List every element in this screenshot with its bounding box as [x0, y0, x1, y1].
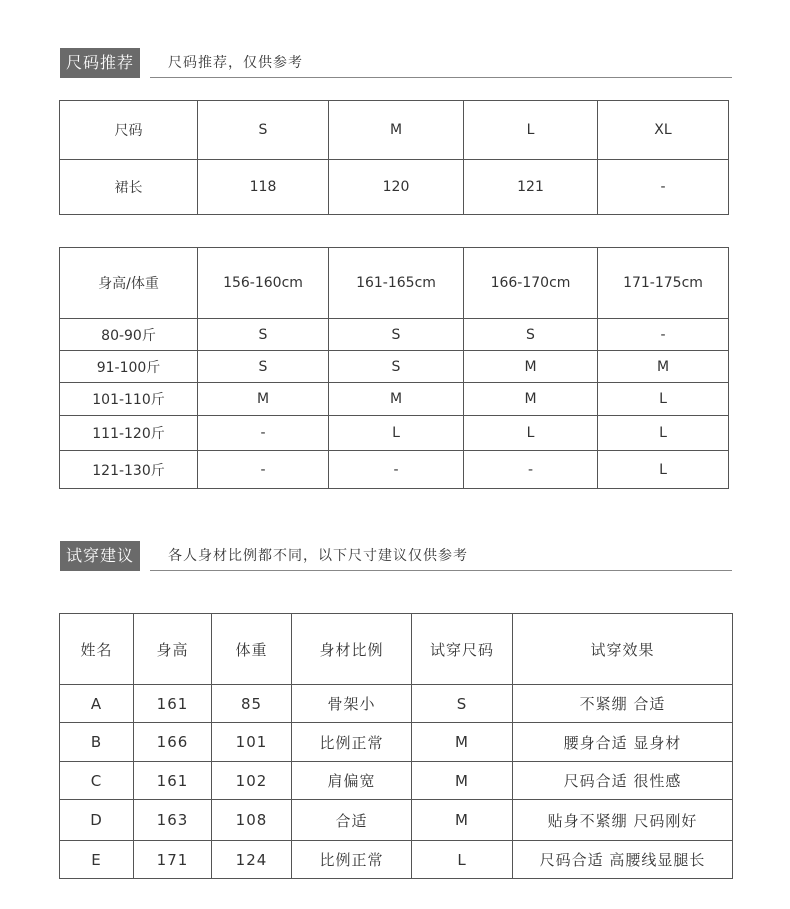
height-weight-table — [59, 247, 729, 489]
table-cell: S — [412, 685, 513, 723]
table-cell: 合适 — [292, 800, 412, 841]
table-header-cell: 171-175cm — [598, 248, 729, 319]
section-divider — [150, 570, 732, 571]
table-cell: - — [598, 319, 729, 351]
table-cell: M — [598, 351, 729, 383]
table-row-label: 裙长 — [60, 160, 198, 215]
table-row-label: 111-120斤 — [60, 416, 198, 451]
table-cell: S — [329, 351, 464, 383]
table-row — [60, 416, 729, 451]
table-cell: S — [198, 319, 329, 351]
table-header-cell: 156-160cm — [198, 248, 329, 319]
section-header-try-on-advice — [60, 541, 732, 571]
table-cell: M — [464, 351, 598, 383]
table-row — [60, 451, 729, 489]
table-cell: M — [464, 383, 598, 416]
table-cell: S — [464, 319, 598, 351]
table-row — [60, 800, 733, 841]
table-cell: 尺码合适 高腰线显腿长 — [513, 841, 733, 879]
section-divider — [150, 77, 732, 78]
table-cell: M — [198, 383, 329, 416]
table-header-cell: S — [198, 101, 329, 160]
table-cell: - — [598, 160, 729, 215]
table-cell: L — [329, 416, 464, 451]
table-row — [60, 762, 733, 800]
table-row — [60, 685, 733, 723]
table-row — [60, 101, 729, 160]
table-cell: 161 — [134, 762, 212, 800]
section-tag: 试穿建议 — [60, 541, 140, 571]
table-cell: - — [198, 416, 329, 451]
table-header-cell: XL — [598, 101, 729, 160]
table-header-cell: L — [464, 101, 598, 160]
table-cell: 163 — [134, 800, 212, 841]
table-cell: 166 — [134, 723, 212, 762]
table-cell: D — [60, 800, 134, 841]
table-row — [60, 319, 729, 351]
table-cell: 85 — [212, 685, 292, 723]
table-cell: 108 — [212, 800, 292, 841]
table-cell: - — [464, 451, 598, 489]
table-cell: 120 — [329, 160, 464, 215]
table-cell: L — [598, 383, 729, 416]
table-row — [60, 351, 729, 383]
table-cell: 腰身合适 显身材 — [513, 723, 733, 762]
table-cell: L — [598, 416, 729, 451]
table-cell: E — [60, 841, 134, 879]
table-row-label: 101-110斤 — [60, 383, 198, 416]
table-cell: M — [329, 383, 464, 416]
table-cell: 骨架小 — [292, 685, 412, 723]
table-header-cell: 161-165cm — [329, 248, 464, 319]
table-cell: - — [329, 451, 464, 489]
table-cell: 102 — [212, 762, 292, 800]
table-header-cell: 体重 — [212, 614, 292, 685]
table-cell: 121 — [464, 160, 598, 215]
table-header-cell: 尺码 — [60, 101, 198, 160]
table-header-cell: 身高/体重 — [60, 248, 198, 319]
table-row-label: 80-90斤 — [60, 319, 198, 351]
table-cell: M — [412, 800, 513, 841]
table-cell: M — [412, 762, 513, 800]
table-row — [60, 614, 733, 685]
table-cell: 124 — [212, 841, 292, 879]
table-header-cell: 试穿尺码 — [412, 614, 513, 685]
table-row-label: 121-130斤 — [60, 451, 198, 489]
section-tag: 尺码推荐 — [60, 48, 140, 78]
table-header-cell: 166-170cm — [464, 248, 598, 319]
table-cell: 比例正常 — [292, 723, 412, 762]
table-cell: A — [60, 685, 134, 723]
table-cell: 118 — [198, 160, 329, 215]
table-cell: M — [412, 723, 513, 762]
table-row — [60, 248, 729, 319]
table-cell: 尺码合适 很性感 — [513, 762, 733, 800]
table-cell: 101 — [212, 723, 292, 762]
table-cell: 161 — [134, 685, 212, 723]
table-cell: 比例正常 — [292, 841, 412, 879]
table-row-label: 91-100斤 — [60, 351, 198, 383]
section-subtitle: 各人身材比例都不同，以下尺寸建议仅供参考 — [168, 548, 468, 564]
table-header-cell: 身材比例 — [292, 614, 412, 685]
table-header-cell: 身高 — [134, 614, 212, 685]
table-row — [60, 723, 733, 762]
table-cell: 贴身不紧绷 尺码刚好 — [513, 800, 733, 841]
section-subtitle: 尺码推荐，仅供参考 — [168, 55, 303, 71]
table-row — [60, 383, 729, 416]
table-header-cell: 试穿效果 — [513, 614, 733, 685]
section-header-size-recommendation — [60, 48, 732, 78]
table-cell: B — [60, 723, 134, 762]
table-cell: C — [60, 762, 134, 800]
size-chart-table — [59, 100, 729, 215]
table-header-cell: 姓名 — [60, 614, 134, 685]
table-cell: 171 — [134, 841, 212, 879]
table-row — [60, 160, 729, 215]
try-on-table — [59, 613, 733, 879]
table-header-cell: M — [329, 101, 464, 160]
table-cell: - — [198, 451, 329, 489]
table-cell: L — [598, 451, 729, 489]
table-cell: S — [198, 351, 329, 383]
table-cell: L — [464, 416, 598, 451]
table-row — [60, 841, 733, 879]
table-cell: 肩偏宽 — [292, 762, 412, 800]
table-cell: L — [412, 841, 513, 879]
table-cell: S — [329, 319, 464, 351]
table-cell: 不紧绷 合适 — [513, 685, 733, 723]
